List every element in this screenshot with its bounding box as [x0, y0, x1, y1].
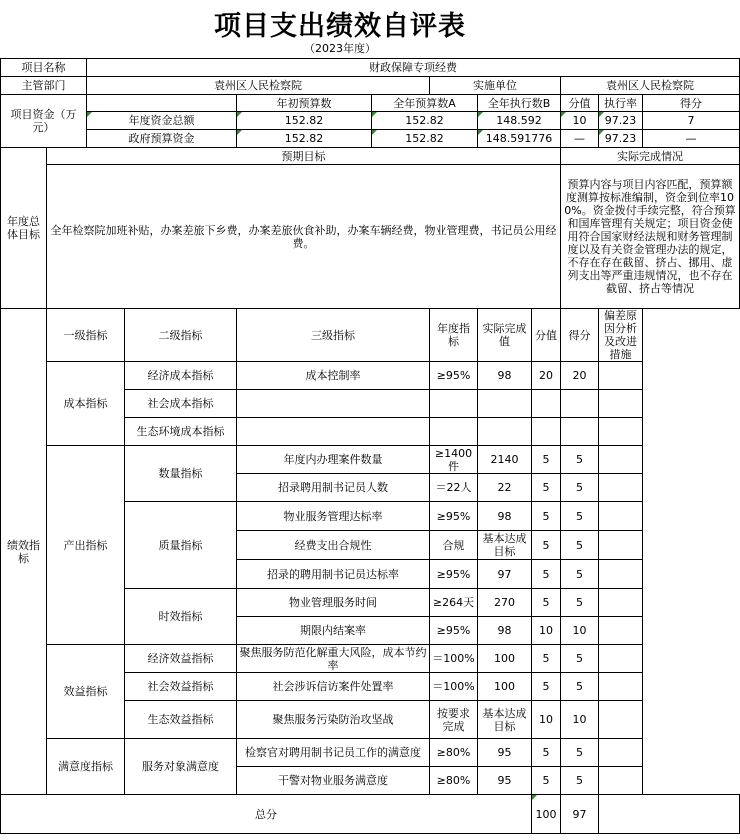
- project-name-value: 财政保障专项经费: [87, 59, 740, 77]
- l2-eco-benefit: 生态效益指标: [125, 701, 237, 739]
- l2-econ-benefit: 经济效益指标: [125, 645, 237, 673]
- note-cell: [599, 589, 643, 617]
- goals-plan-text: 全年检察院加班补贴，办案差旅下乡费，办案差旅伙食补助，办案车辆经费，物业管理费，书记员公用经费。: [47, 165, 561, 309]
- l3-cell: 年度内办理案件数量: [237, 446, 430, 474]
- note-cell: [599, 645, 643, 673]
- page-title: 项目支出绩效自评表: [214, 11, 466, 42]
- goals-plan-header: 预期目标: [47, 148, 561, 165]
- note-cell: [599, 767, 643, 795]
- note-cell: [599, 531, 643, 560]
- target-cell: ≥95%: [430, 560, 478, 589]
- indicators-header-target: 年度指标: [430, 309, 478, 362]
- l3-cell: 招录的聘用制书记员达标率: [237, 560, 430, 589]
- weight-cell: 5: [532, 673, 561, 701]
- target-cell: ≥95%: [430, 362, 478, 390]
- goals-actual-text: 预算内容与项目内容匹配，预算额度测算按标准编制，资金到位率100%。资金拨付手续完整，符合预算和国库管理有关规定；项目资金使用符合国家财经法规和财务管理制度以及有关资金管理办法的规定，不存在存在截留、挤占、挪用、虚列支出等严重违规情况，也不存在截留、挤占等情况: [561, 165, 740, 309]
- actual-cell: 2140: [478, 446, 532, 474]
- note-cell: [599, 701, 643, 739]
- actual-cell: 98: [478, 617, 532, 645]
- actual-cell: 100: [478, 645, 532, 673]
- score-cell: 5: [561, 739, 599, 767]
- weight-cell: 5: [532, 739, 561, 767]
- score-cell: 5: [561, 673, 599, 701]
- l2-eco-cost: 生态环境成本指标: [125, 418, 237, 446]
- l3-cell: 期限内结案率: [237, 617, 430, 645]
- funds-exec: 148.592: [478, 112, 561, 130]
- actual-cell: 基本达成目标: [478, 701, 532, 739]
- l3-cell: 招录聘用制书记员人数: [237, 474, 430, 502]
- note-cell: [599, 673, 643, 701]
- actual-cell: 100: [478, 673, 532, 701]
- goals-actual-header: 实际完成情况: [561, 148, 740, 165]
- score-cell: 10: [561, 617, 599, 645]
- impl-value: 袁州区人民检察院: [561, 77, 740, 95]
- actual-cell: 98: [478, 502, 532, 531]
- indicators-header-l3: 三级指标: [237, 309, 430, 362]
- weight-cell: 5: [532, 502, 561, 531]
- dept-value: 袁州区人民检察院: [87, 77, 430, 95]
- impl-label: 实施单位: [430, 77, 561, 95]
- funds-row-name: 年度资金总额: [87, 112, 237, 130]
- actual-cell: 基本达成目标: [478, 531, 532, 560]
- funds-initial: 152.82: [237, 112, 372, 130]
- score-cell: 5: [561, 474, 599, 502]
- actual-cell: 22: [478, 474, 532, 502]
- funds-annual: 152.82: [372, 112, 478, 130]
- actual-cell: 95: [478, 739, 532, 767]
- l3-cell: 成本控制率: [237, 362, 430, 390]
- l2-timeliness: 时效指标: [125, 589, 237, 645]
- l3-cell: 经费支出合规性: [237, 531, 430, 560]
- score-cell: 5: [561, 645, 599, 673]
- l1-satisfaction: 满意度指标: [47, 739, 125, 795]
- funds-row-name: 政府预算资金: [87, 130, 237, 148]
- project-name-label: 项目名称: [1, 59, 87, 77]
- year-label: （2023年度）: [304, 42, 376, 55]
- funds-header-rate: 执行率: [599, 95, 643, 112]
- funds-rate: 97.23: [599, 112, 643, 130]
- score-cell: 5: [561, 560, 599, 589]
- target-cell: ＝100%: [430, 673, 478, 701]
- dept-label: 主管部门: [1, 77, 87, 95]
- funds-label: 项目资金（万元）: [1, 95, 87, 148]
- l1-benefit: 效益指标: [47, 645, 125, 739]
- l3-cell: 检察官对聘用制书记员工作的满意度: [237, 739, 430, 767]
- note-cell: [599, 362, 643, 390]
- note-cell: [599, 446, 643, 474]
- actual-cell: 97: [478, 560, 532, 589]
- funds-weight: —: [561, 130, 599, 148]
- funds-header-initial: 年初预算数: [237, 95, 372, 112]
- funds-header-exec: 全年执行数B: [478, 95, 561, 112]
- l3-cell: 物业管理服务时间: [237, 589, 430, 617]
- l3-cell: 聚焦服务防范化解重大风险，成本节约率: [237, 645, 430, 673]
- funds-header-score: 得分: [643, 95, 740, 112]
- weight-cell: 5: [532, 474, 561, 502]
- total-score: 97: [561, 795, 599, 834]
- funds-score: —: [643, 130, 740, 148]
- indicators-label: 绩效指标: [1, 309, 47, 795]
- l2-service-satisfaction: 服务对象满意度: [125, 739, 237, 795]
- weight-cell: 5: [532, 560, 561, 589]
- actual-cell: 98: [478, 362, 532, 390]
- target-cell: ≥80%: [430, 739, 478, 767]
- weight-cell: 10: [532, 617, 561, 645]
- target-cell: ≥80%: [430, 767, 478, 795]
- note-cell: [599, 474, 643, 502]
- l2-social-cost: 社会成本指标: [125, 390, 237, 418]
- score-cell: 5: [561, 446, 599, 474]
- l2-quality: 质量指标: [125, 502, 237, 589]
- funds-exec: 148.591776: [478, 130, 561, 148]
- l3-cell: 聚焦服务污染防治攻坚战: [237, 701, 430, 739]
- l3-cell: 干警对物业服务满意度: [237, 767, 430, 795]
- funds-weight: 10: [561, 112, 599, 130]
- weight-cell: 5: [532, 531, 561, 560]
- indicators-header-l1: 一级指标: [47, 309, 125, 362]
- score-cell: 20: [561, 362, 599, 390]
- score-cell: 5: [561, 502, 599, 531]
- indicators-header-score: 得分: [561, 309, 599, 362]
- note-cell: [599, 617, 643, 645]
- target-cell: ≥95%: [430, 502, 478, 531]
- target-cell: ≥264天: [430, 589, 478, 617]
- weight-cell: 5: [532, 446, 561, 474]
- target-cell: 按要求完成: [430, 701, 478, 739]
- l3-cell: 物业服务管理达标率: [237, 502, 430, 531]
- score-cell: 5: [561, 589, 599, 617]
- target-cell: ＝22人: [430, 474, 478, 502]
- target-cell: 合规: [430, 531, 478, 560]
- target-cell: ≥95%: [430, 617, 478, 645]
- l2-social-benefit: 社会效益指标: [125, 673, 237, 701]
- l3-cell: 社会涉诉信访案件处置率: [237, 673, 430, 701]
- indicators-header-l2: 二级指标: [125, 309, 237, 362]
- weight-cell: 5: [532, 589, 561, 617]
- funds-header-annual: 全年预算数A: [372, 95, 478, 112]
- l1-output: 产出指标: [47, 446, 125, 645]
- score-cell: 10: [561, 701, 599, 739]
- target-cell: ＝100%: [430, 645, 478, 673]
- weight-cell: 20: [532, 362, 561, 390]
- note-cell: [599, 502, 643, 531]
- evaluation-table: [0, 58, 740, 834]
- indicators-header-note: 偏差原因分析及改进措施: [599, 309, 643, 362]
- funds-rate: 97.23: [599, 130, 643, 148]
- actual-cell: 95: [478, 767, 532, 795]
- total-weight: 100: [532, 795, 561, 834]
- note-cell: [599, 560, 643, 589]
- indicators-header-weight: 分值: [532, 309, 561, 362]
- actual-cell: 270: [478, 589, 532, 617]
- score-cell: 5: [561, 767, 599, 795]
- funds-score: 7: [643, 112, 740, 130]
- weight-cell: 5: [532, 645, 561, 673]
- score-cell: 5: [561, 531, 599, 560]
- goals-label: 年度总体目标: [1, 148, 47, 309]
- l2-quantity: 数量指标: [125, 446, 237, 502]
- l1-cost: 成本指标: [47, 362, 125, 446]
- funds-annual: 152.82: [372, 130, 478, 148]
- note-cell: [599, 739, 643, 767]
- weight-cell: 10: [532, 701, 561, 739]
- l2-econ-cost: 经济成本指标: [125, 362, 237, 390]
- weight-cell: 5: [532, 767, 561, 795]
- funds-header-weight: 分值: [561, 95, 599, 112]
- target-cell: ≥1400件: [430, 446, 478, 474]
- total-label: 总分: [1, 795, 532, 834]
- indicators-header-actual: 实际完成值: [478, 309, 532, 362]
- funds-initial: 152.82: [237, 130, 372, 148]
